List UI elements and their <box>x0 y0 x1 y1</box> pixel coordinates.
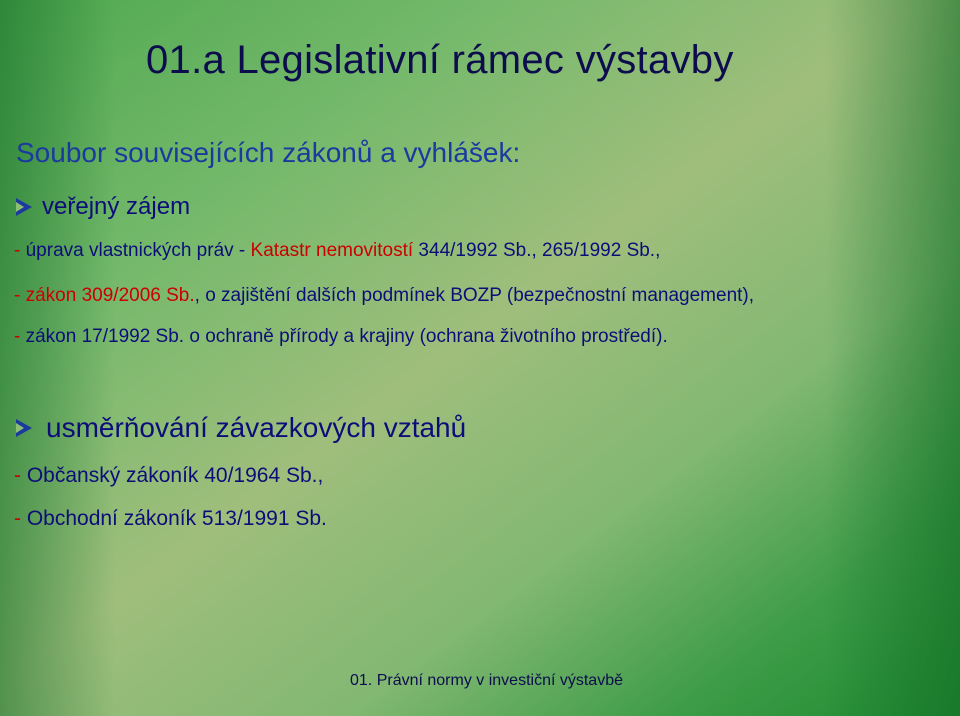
dash: - <box>14 326 26 347</box>
slide-subtitle: Soubor souvisejících zákonů a vyhlášek: <box>16 137 521 168</box>
slide-footer: 01. Právní normy v investiční výstavbě <box>350 672 623 689</box>
list-item-text: úprava vlastnických práv - <box>25 240 251 261</box>
bullet-label: veřejný zájem <box>42 193 191 220</box>
highlight-text: zákon 309/2006 Sb. <box>25 285 195 306</box>
list-item-bozp <box>14 285 754 307</box>
bullet-public-interest <box>16 193 190 221</box>
highlight-text: Katastr nemovitostí <box>250 240 414 261</box>
list-item-text: zákon 17/1992 Sb. o ochraně přírody a krajiny (ochrana životního prostředí). <box>25 326 668 347</box>
dash: - <box>14 464 27 487</box>
list-item-ownership <box>14 240 660 262</box>
list-item-text: , o zajištění dalších podmínek BOZP (bezpečnostní management), <box>194 285 755 306</box>
list-item-civil-code <box>14 464 323 488</box>
arrow-bullet-icon <box>16 419 32 437</box>
dash: - <box>14 285 26 306</box>
dash: - <box>14 240 26 261</box>
list-item-commercial-code <box>14 507 327 531</box>
arrow-bullet-icon <box>16 198 32 216</box>
list-item-text: 344/1992 Sb., 265/1992 Sb., <box>413 240 661 261</box>
dash: - <box>14 507 27 530</box>
slide-title: 01.a Legislativní rámec výstavby <box>146 38 734 82</box>
list-item-nature <box>14 326 668 348</box>
list-item-text: Obchodní zákoník 513/1991 Sb. <box>26 507 327 530</box>
bullet-obligations <box>16 412 466 444</box>
bullet-label: usměrňování závazkových vztahů <box>46 412 467 443</box>
list-item-text: Občanský zákoník 40/1964 Sb., <box>26 464 324 487</box>
